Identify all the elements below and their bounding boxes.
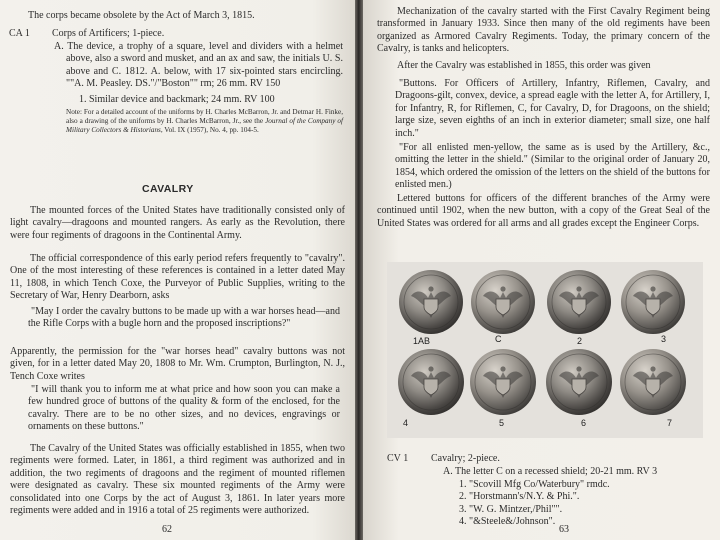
photo-label-2: 2 [577,336,583,346]
photo-label-6: 6 [581,418,587,428]
entry-code-cv1: CV 1 [387,453,409,464]
photo-label-c: C [495,334,502,344]
quote-enlisted-men: "For all enlisted men-yellow, the same as is used by the Artillery, &c., omitting the letter in the shield." (Similar to the original order of January 20, 1854, which ordered the omission of the letters on the shield of the buttons for enlisted men.) [395,142,710,191]
entry-variant-a: A. The device, a trophy of a square, level and dividers with a helmet above, also a sword and musket, and an ax and saw, the initials U. S. above and C. 1812. A. below, with 17 six-pointed stars encircling. ""A. M. Peasley. DS."/"Boston"" rm; 26 mm. RV 150 [54,41,343,90]
section-heading-cavalry: CAVALRY [142,183,194,195]
book-gutter [355,0,363,540]
footnote-lead: Note: For a detailed account of the uniforms by H. Charles McBarron, Jr. and Detmar H. Finke, also a drawing of the uniforms by H. Charles McBarron, Jr., see the [66,108,343,125]
photo-label-3: 3 [661,334,667,344]
entry-variant-a-cv1: A. The letter C on a recessed shield; 20-21 mm. RV 3 [443,466,658,477]
left-page [0,0,355,540]
cavalry-buttons-photo [387,262,703,438]
button-c-top [471,270,535,334]
paragraph-mechanization: Mechanization of the cavalry started with the First Cavalry Regiment being transformed in January 1933. Since then many of the old regiments have been organized as Armored Cavalry Regiments. Today, the primary concern of the Cavalry, is tanks and helicopters. [377,6,710,55]
entry-title-cv1: Cavalry; 2-piece. [431,453,500,464]
footnote [66,108,343,135]
entry-title-ca1: Corps of Artificers; 1-piece. [52,28,165,39]
footnote-journal: Journal of the Company of Military Collectors & Historians [66,117,343,134]
paragraph-order-given: After the Cavalry was established in 1855, this order was given [397,60,651,71]
button-6 [546,349,612,415]
buttons-photo-image [387,262,703,438]
quote-crumpton-letter: "I will thank you to inform me at what price and how soon you can make a few hundred groce of buttons of the quality & form of the enclosed, for the cavalry. There are to be no other sizes, and no devices, engravings or ornaments on these buttons." [28,384,340,433]
paragraph-cavalry-established: The Cavalry of the United States was officially established in 1855, when two regiments were formed. Later, in 1861, a third regiment was authorized and in addition, the two regiments of dragoons and the regiment of mounted riflemen were designated as cavalry. These six mounted regiments of the Army were consolidated into one Corps by the act of August 3, 1861. In later years more regiments were added and in 1916 a total of 25 regiments were authorized. [10,443,345,517]
button-7 [620,349,686,415]
list-item: 1. "Scovill Mfg Co/Waterbury" rmdc. [459,479,610,490]
paragraph-permission: Apparently, the permission for the "war horses head" cavalry buttons was not given, for in a letter dated May 20, 1808 to Mr. Wm. Crumpton, Burlington, N. J., Tench Coxe writes [10,346,345,382]
list-item: 3. "W. G. Mintzer,/Phil"". [459,503,563,515]
entry-variant-a1: 1. Similar device and backmark; 24 mm. RV 100 [79,94,275,105]
entry-code-ca1: CA 1 [9,28,30,39]
photo-label-5: 5 [499,418,505,428]
page-number-left: 62 [162,524,172,535]
button-1ab [399,270,463,334]
paragraph-mounted-forces: The mounted forces of the United States have traditionally consisted only of light cavalry—dragoons and mounted rangers. As early as the Revolution, there were four regiments of dragoons in the Continental Army. [10,205,345,241]
footnote-tail: , Vol. IX (1957), No. 4, pp. 104-5. [160,126,259,134]
button-3 [621,270,685,334]
button-5 [470,349,536,415]
paragraph-lettered-buttons: Lettered buttons for officers of the different branches of the Army were continued until 1902, when the new button, with a copy of the Great Seal of the United States was ordered for all arms and all grades except the Engineer Corps. [377,193,710,229]
photo-label-7: 7 [667,418,673,428]
backmark-list [459,479,610,529]
button-4 [398,349,464,415]
intro-line: The corps became obsolete by the Act of March 3, 1815. [28,10,255,21]
list-item: 2. "Horstmann's/N.Y. & Phi.". [459,491,580,503]
photo-label-1ab: 1AB [413,336,431,346]
button-2 [547,270,611,334]
page-number-right: 63 [559,524,569,535]
list-item: 4. "&Steele&/Johnson". [459,516,556,528]
right-page [363,0,720,540]
quote-coxe-1808: "May I order the cavalry buttons to be made up with a war horses head—and the Rifle Corps with a bugle horn and the proposed inscriptions?" [28,306,340,330]
photo-label-4: 4 [403,418,409,428]
quote-buttons-order: "Buttons. For Officers of Artillery, Infantry, Riflemen, Cavalry, and Dragoons-gilt, convex, device, a spread eagle with the letter A, for Artillery, I, for Infantry, R, for Riflemen, C, for Cavalry, D, for Dragoons, on the shield; large size, seven eighths of an inch in exterior diameter; small size, one half inch." [395,78,710,139]
paragraph-official-correspondence: The official correspondence of this early period refers frequently to "cavalry". One of the most interesting of these references is contained in a letter dated May 11, 1808, in which Tench Coxe, the Purveyor of Public Supplies, writing to the Secretary of War, Henry Dearborn, asks [10,253,345,302]
